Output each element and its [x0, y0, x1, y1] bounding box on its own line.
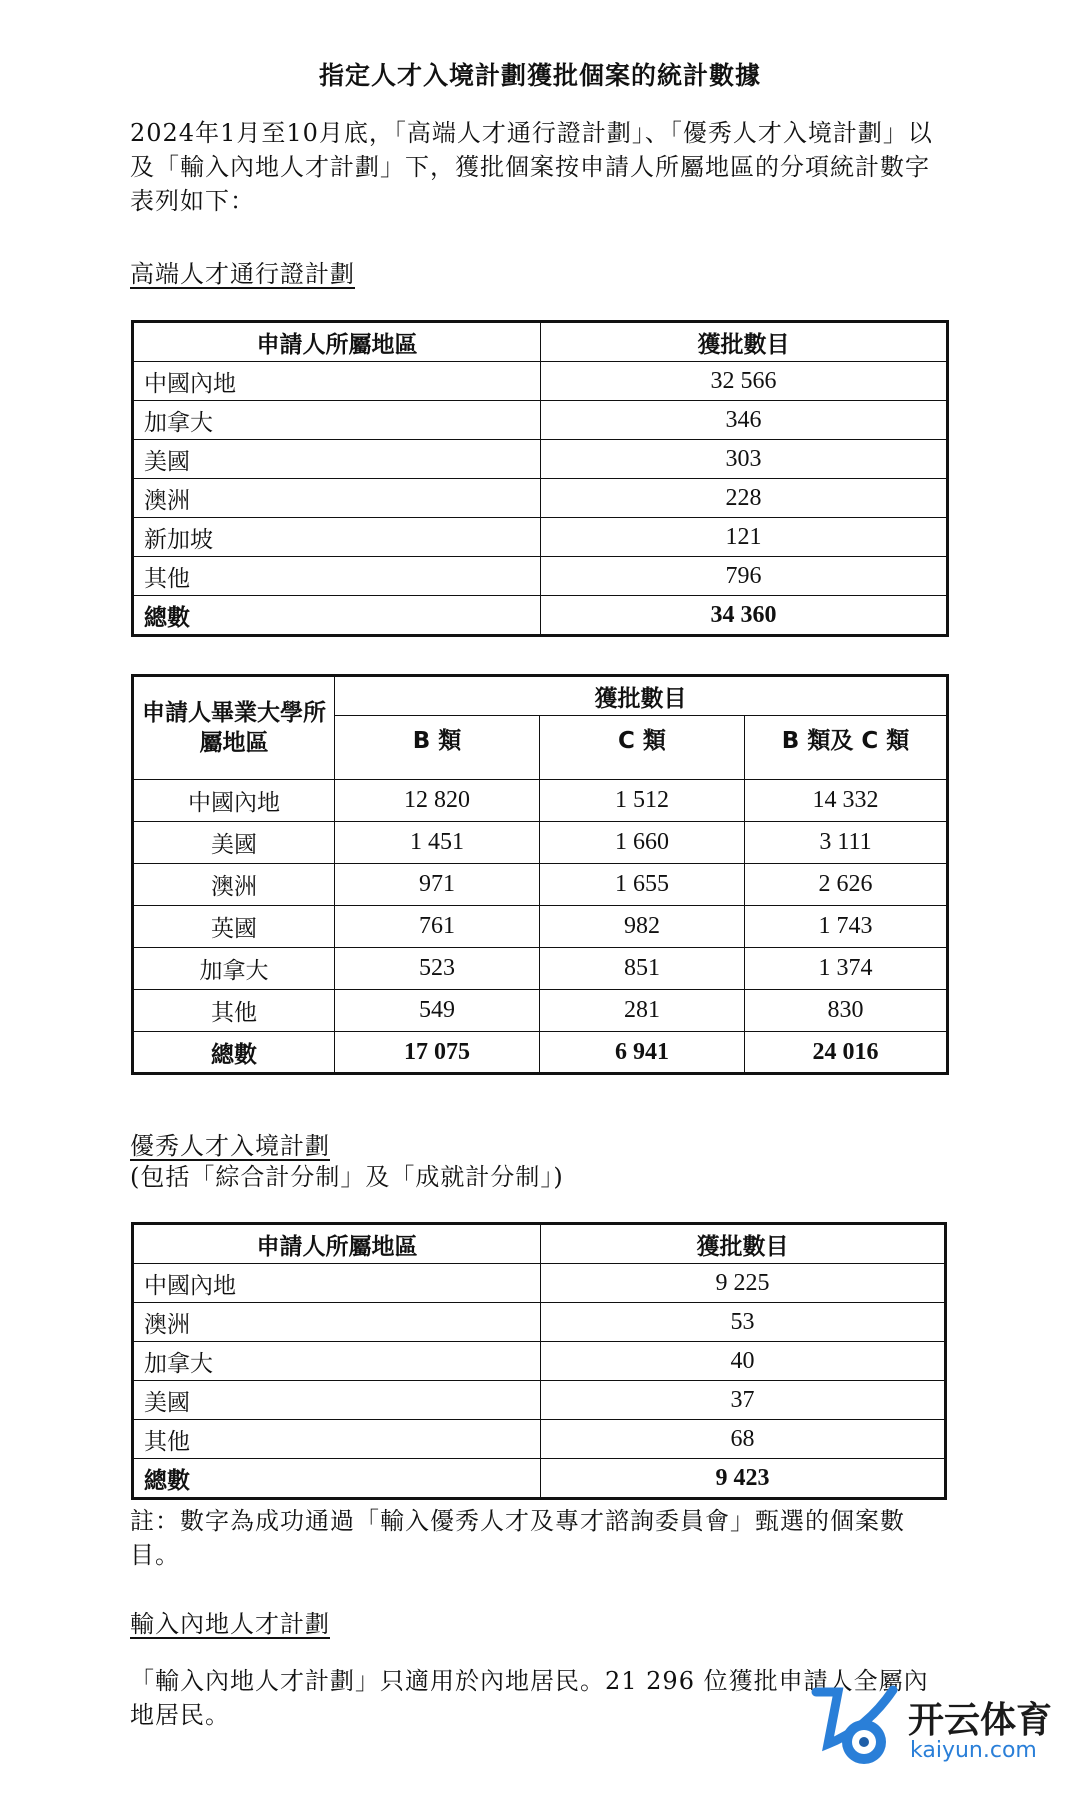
- total-label: 總數: [133, 1032, 335, 1074]
- row-count: 37: [541, 1381, 946, 1420]
- row-c: 1 660: [540, 822, 745, 864]
- table-section2-region: [131, 1222, 947, 1500]
- header-b-class: B 類: [335, 716, 540, 780]
- row-count: 9 225: [541, 1264, 946, 1303]
- total-b: 17 075: [335, 1032, 540, 1074]
- section3-heading: 輸入內地人才計劃: [130, 1610, 330, 1638]
- row-c: 851: [540, 948, 745, 990]
- table-total-row: [133, 1459, 946, 1499]
- total-label: 總數: [133, 596, 541, 636]
- row-count: 68: [541, 1420, 946, 1459]
- total-count: 34 360: [541, 596, 948, 636]
- row-c: 281: [540, 990, 745, 1032]
- section2-note: [130, 1504, 950, 1572]
- row-region: 新加坡: [133, 518, 541, 557]
- table-row: [133, 1381, 946, 1420]
- table-row: [133, 362, 948, 401]
- row-bc: 14 332: [745, 780, 948, 822]
- row-c: 982: [540, 906, 745, 948]
- row-region: 美國: [133, 1381, 541, 1420]
- table-row: [133, 822, 948, 864]
- section2-subheading: (包括「綜合計分制」及「成就計分制」): [130, 1163, 564, 1191]
- total-c: 6 941: [540, 1032, 745, 1074]
- header-bc-class: B 類及 C 類: [745, 716, 948, 780]
- header-count: 獲批數目: [541, 1224, 946, 1264]
- table-section1-university: [131, 674, 949, 1075]
- header-region: 申請人所屬地區: [133, 322, 541, 362]
- row-c: 1 512: [540, 780, 745, 822]
- row-region: 中國內地: [133, 362, 541, 401]
- table-row: [133, 948, 948, 990]
- row-b: 549: [335, 990, 540, 1032]
- row-region: 加拿大: [133, 1342, 541, 1381]
- table-row: [133, 440, 948, 479]
- row-bc: 1 374: [745, 948, 948, 990]
- watermark-domain: kaiyun.com: [910, 1738, 1037, 1763]
- table-row: [133, 479, 948, 518]
- table-total-row: [133, 1032, 948, 1074]
- note-text: 數字為成功通過「輸入優秀人才及專才諮詢委員會」甄選的個案數目。: [130, 1507, 905, 1569]
- header-approved-group: 獲批數目: [335, 676, 948, 716]
- table-row: [133, 557, 948, 596]
- watermark-name: 开云体育: [908, 1700, 1053, 1741]
- row-b: 1 451: [335, 822, 540, 864]
- table-row: [133, 1420, 946, 1459]
- row-region: 澳洲: [133, 864, 335, 906]
- table-row: [133, 1303, 946, 1342]
- row-region: 加拿大: [133, 401, 541, 440]
- table-row: [133, 1342, 946, 1381]
- table-row: [133, 990, 948, 1032]
- total-label: 總數: [133, 1459, 541, 1499]
- row-region: 中國內地: [133, 780, 335, 822]
- row-b: 12 820: [335, 780, 540, 822]
- row-region: 澳洲: [133, 479, 541, 518]
- row-region: 加拿大: [133, 948, 335, 990]
- header-c-class: C 類: [540, 716, 745, 780]
- row-bc: 830: [745, 990, 948, 1032]
- total-bc: 24 016: [745, 1032, 948, 1074]
- row-count: 40: [541, 1342, 946, 1381]
- row-c: 1 655: [540, 864, 745, 906]
- header-region: 申請人所屬地區: [133, 1224, 541, 1264]
- table-row: [133, 780, 948, 822]
- row-region: 美國: [133, 440, 541, 479]
- section3-text: 「輸入內地人才計劃」只適用於內地居民。21 296 位獲批申請人全屬內地居民。: [130, 1667, 929, 1729]
- row-bc: 1 743: [745, 906, 948, 948]
- row-region: 英國: [133, 906, 335, 948]
- row-count: 121: [541, 518, 948, 557]
- total-count: 9 423: [541, 1459, 946, 1499]
- page-title: 指定人才入境計劃獲批個案的統計數據: [318, 61, 761, 90]
- section2-heading: 優秀人才入境計劃: [130, 1132, 330, 1160]
- row-region: 澳洲: [133, 1303, 541, 1342]
- row-bc: 3 111: [745, 822, 948, 864]
- row-count: 346: [541, 401, 948, 440]
- row-region: 美國: [133, 822, 335, 864]
- table-row: [133, 906, 948, 948]
- intro-paragraph: 2024年1月至10月底，「高端人才通行證計劃」、「優秀人才入境計劃」以及「輸入內地人才計劃」下，獲批個案按申請人所屬地區的分項統計數字表列如下：: [130, 119, 933, 215]
- row-count: 53: [541, 1303, 946, 1342]
- row-count: 32 566: [541, 362, 948, 401]
- table-section1-region: [131, 320, 949, 637]
- row-count: 303: [541, 440, 948, 479]
- kaiyun-logo-icon: [798, 1672, 908, 1782]
- row-count: 796: [541, 557, 948, 596]
- table-row: [133, 1264, 946, 1303]
- table-row: [133, 401, 948, 440]
- row-region: 其他: [133, 557, 541, 596]
- row-count: 228: [541, 479, 948, 518]
- section1-heading: 高端人才通行證計劃: [130, 260, 355, 288]
- row-bc: 2 626: [745, 864, 948, 906]
- row-region: 其他: [133, 990, 335, 1032]
- row-b: 523: [335, 948, 540, 990]
- row-region: 中國內地: [133, 1264, 541, 1303]
- table-row: [133, 864, 948, 906]
- row-region: 其他: [133, 1420, 541, 1459]
- note-label: 註：: [130, 1507, 180, 1535]
- header-count: 獲批數目: [541, 322, 948, 362]
- table-row: [133, 518, 948, 557]
- watermark-logo: [798, 1672, 1068, 1782]
- table-total-row: [133, 596, 948, 636]
- header-university-region: 申請人畢業大學所屬地區: [133, 676, 335, 780]
- row-b: 761: [335, 906, 540, 948]
- row-b: 971: [335, 864, 540, 906]
